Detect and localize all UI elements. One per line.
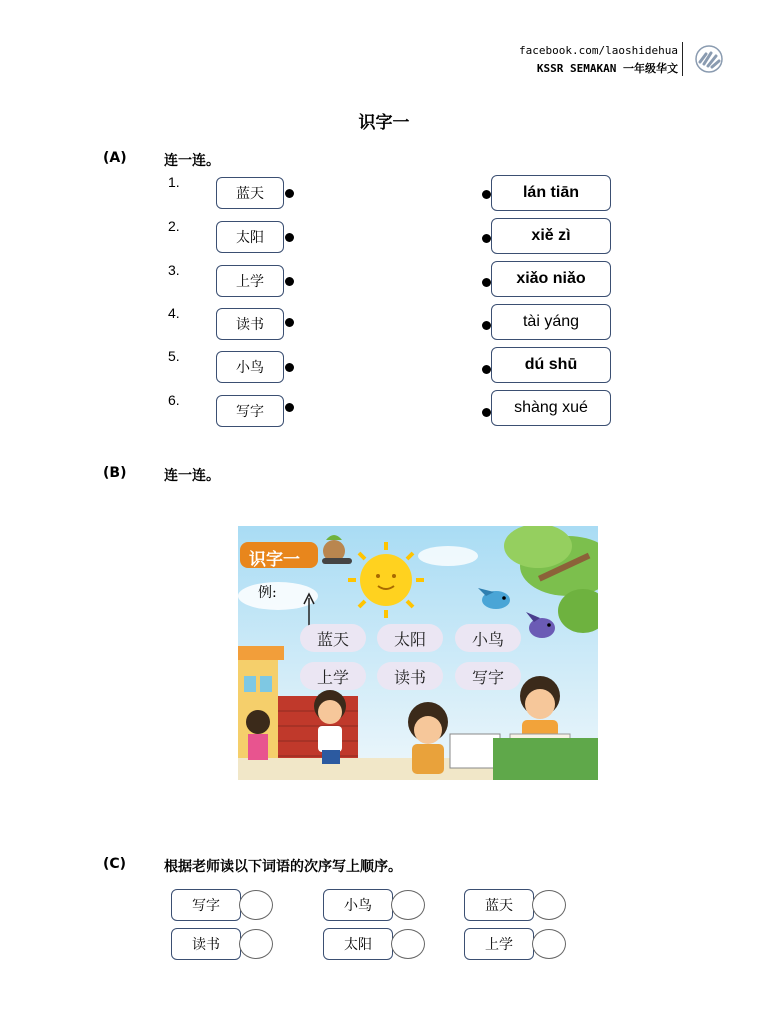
order-answer-circle[interactable] [532,929,566,959]
page-title: 识字一 [358,113,410,133]
pinyin-box: shàng xué [491,390,611,426]
order-answer-circle[interactable] [239,929,273,959]
section-a-letter: (A) [103,150,127,166]
pinyin-box: lán tiān [491,175,611,211]
item-number: 5. [168,348,180,364]
word-pill: 读书 [377,662,443,690]
connect-dot-right[interactable] [482,190,491,199]
connect-dot-right[interactable] [482,278,491,287]
connect-dot-right[interactable] [482,321,491,330]
connect-dot-right[interactable] [482,365,491,374]
section-b-instruction: 连一连。 [164,468,220,484]
pinyin-box: tài yáng [491,304,611,340]
item-number: 6. [168,392,180,408]
course-label: KSSR SEMAKAN 一年级华文 [536,62,678,75]
section-c-instruction: 根据老师读以下词语的次序写上顺序。 [164,859,402,875]
facebook-link[interactable]: facebook.com/laoshidehua [519,44,678,57]
example-label: 例: [258,585,277,601]
word-pill: 太阳 [377,624,443,652]
word-pill: 上学 [300,662,366,690]
connect-dot-left[interactable] [285,189,294,198]
item-number: 2. [168,218,180,234]
connect-dot-left[interactable] [285,233,294,242]
section-b-letter: (B) [103,465,127,481]
order-answer-circle[interactable] [391,890,425,920]
connect-dot-left[interactable] [285,318,294,327]
textbook-illustration [238,526,598,780]
order-answer-circle[interactable] [239,890,273,920]
order-word-box: 太阳 [323,928,393,960]
word-box: 太阳 [216,221,284,253]
pinyin-box: xiǎo niǎo [491,261,611,297]
word-box: 写字 [216,395,284,427]
girl-icon [246,710,270,760]
connect-dot-left[interactable] [285,403,294,412]
section-c-letter: (C) [103,856,127,872]
section-a-instruction: 连一连。 [164,153,220,169]
word-box: 上学 [216,265,284,297]
picture-banner: 识字一 [249,550,300,570]
pinyin-box: dú shū [491,347,611,383]
order-word-box: 读书 [171,928,241,960]
order-word-box: 蓝天 [464,889,534,921]
order-answer-circle[interactable] [391,929,425,959]
hand-logo-icon [692,44,726,74]
item-number: 3. [168,262,180,278]
connect-dot-right[interactable] [482,234,491,243]
word-pill: 蓝天 [300,624,366,652]
order-word-box: 小鸟 [323,889,393,921]
connect-dot-left[interactable] [285,277,294,286]
word-box: 读书 [216,308,284,340]
order-answer-circle[interactable] [532,890,566,920]
word-box: 小鸟 [216,351,284,383]
word-pill: 小鸟 [455,624,521,652]
pinyin-box: xiě zì [491,218,611,254]
header-divider [682,42,683,76]
word-pill: 写字 [455,662,521,690]
item-number: 1. [168,174,180,190]
order-word-box: 上学 [464,928,534,960]
connect-dot-left[interactable] [285,363,294,372]
order-word-box: 写字 [171,889,241,921]
connect-dot-right[interactable] [482,408,491,417]
word-box: 蓝天 [216,177,284,209]
item-number: 4. [168,305,180,321]
